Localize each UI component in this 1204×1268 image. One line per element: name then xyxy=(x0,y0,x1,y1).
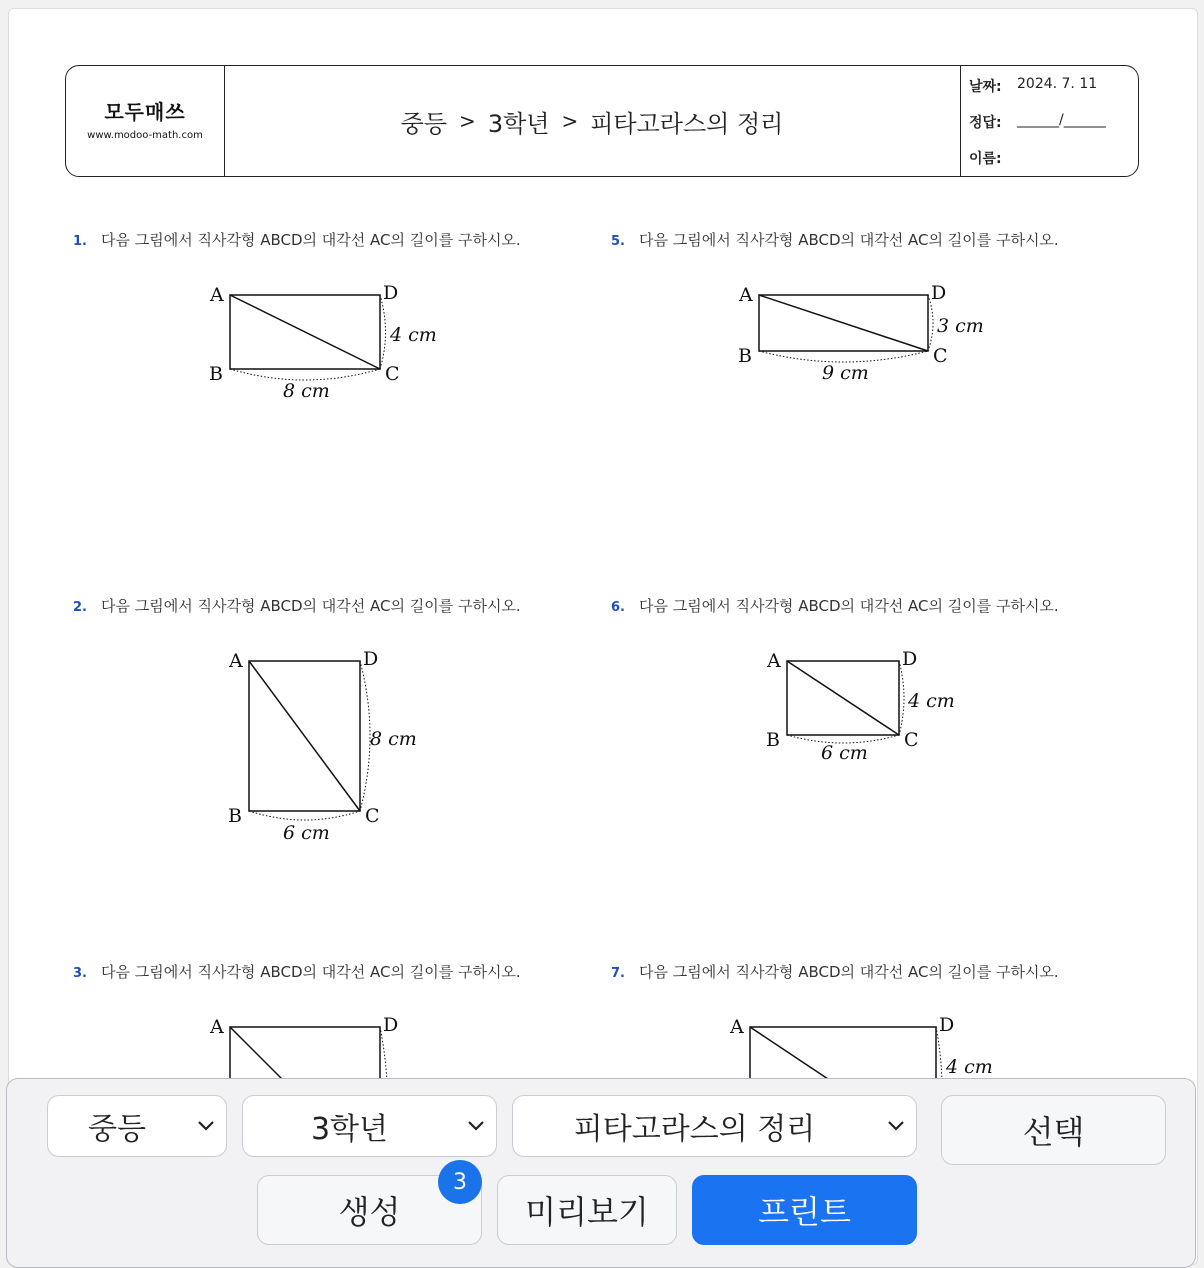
width-label: 6 cm xyxy=(821,742,868,764)
problem-1 xyxy=(73,229,593,589)
height-arc xyxy=(360,661,370,811)
vertex-c: C xyxy=(933,345,948,367)
worksheet-header xyxy=(65,65,1139,177)
rectangle-figure xyxy=(73,635,593,855)
question-line xyxy=(611,229,1059,250)
height-label: 4 cm xyxy=(946,1056,993,1078)
problem-6 xyxy=(611,595,1131,955)
diagonal-ac xyxy=(249,661,360,811)
diagonal-ac xyxy=(787,661,899,735)
breadcrumb-separator: > xyxy=(561,109,579,133)
question-line xyxy=(73,961,521,982)
breadcrumb-grade: 3학년 xyxy=(487,109,550,138)
question-line xyxy=(611,961,1059,982)
height-label: 4 cm xyxy=(390,324,437,346)
question-line xyxy=(73,229,521,250)
width-arc xyxy=(230,369,380,380)
problem-5 xyxy=(611,229,1131,589)
question-number: 7. xyxy=(611,966,625,981)
vertex-b: B xyxy=(738,345,752,367)
width-arc xyxy=(759,351,928,362)
vertex-b: B xyxy=(209,363,223,385)
vertex-d: D xyxy=(383,1014,399,1036)
preview-button[interactable]: 미리보기 xyxy=(497,1175,677,1245)
level-select[interactable] xyxy=(47,1095,227,1157)
worksheet-meta xyxy=(960,66,1139,176)
question-text: 다음 그림에서 직사각형 ABCD의 대각선 AC의 길이를 구하시오. xyxy=(100,231,521,249)
vertex-d: D xyxy=(383,282,399,304)
vertex-a: A xyxy=(210,1016,224,1038)
topic-select[interactable] xyxy=(512,1095,917,1157)
vertex-c: C xyxy=(904,729,919,751)
rectangle-figure xyxy=(611,269,1131,429)
grade-select[interactable] xyxy=(242,1095,497,1157)
question-text: 다음 그림에서 직사각형 ABCD의 대각선 AC의 길이를 구하시오. xyxy=(638,963,1059,981)
chevron-down-icon xyxy=(876,1120,916,1132)
vertex-a: A xyxy=(767,650,781,672)
vertex-b: B xyxy=(228,805,242,827)
width-label: 9 cm xyxy=(822,362,869,384)
answer-row xyxy=(969,112,1106,132)
width-label: 8 cm xyxy=(283,380,330,402)
question-text: 다음 그림에서 직사각형 ABCD의 대각선 AC의 길이를 구하시오. xyxy=(100,963,521,981)
question-number: 1. xyxy=(73,234,87,249)
logo-url: www.modoo-math.com xyxy=(87,130,203,141)
worksheet-controls xyxy=(6,1078,1196,1268)
breadcrumb xyxy=(224,66,960,176)
generate-button[interactable]: 생성 xyxy=(257,1175,482,1245)
generate-count-badge: 3 xyxy=(438,1160,482,1204)
question-number: 2. xyxy=(73,600,87,615)
question-number: 3. xyxy=(73,966,87,981)
height-label: 4 cm xyxy=(908,690,955,712)
width-label: 6 cm xyxy=(283,822,330,844)
question-number: 6. xyxy=(611,600,625,615)
vertex-a: A xyxy=(739,284,753,306)
height-label: 8 cm xyxy=(370,728,417,750)
vertex-d: D xyxy=(931,282,947,304)
date-label: 날짜: xyxy=(969,79,1002,95)
rectangle-figure xyxy=(611,635,1131,795)
vertex-a: A xyxy=(229,650,243,672)
topic-select-value: 피타고라스의 정리 xyxy=(573,1112,816,1147)
problem-2 xyxy=(73,595,593,955)
height-arc xyxy=(380,295,386,369)
chevron-down-icon xyxy=(456,1120,496,1132)
breadcrumb-separator: > xyxy=(459,109,476,133)
question-text: 다음 그림에서 직사각형 ABCD의 대각선 AC의 길이를 구하시오. xyxy=(638,231,1059,249)
vertex-d: D xyxy=(939,1014,955,1036)
vertex-d: D xyxy=(902,648,918,670)
vertex-b: B xyxy=(766,729,780,751)
question-text: 다음 그림에서 직사각형 ABCD의 대각선 AC의 길이를 구하시오. xyxy=(100,597,521,615)
print-button[interactable]: 프린트 xyxy=(692,1175,917,1245)
question-line xyxy=(73,595,521,616)
question-text: 다음 그림에서 직사각형 ABCD의 대각선 AC의 길이를 구하시오. xyxy=(638,597,1059,615)
vertex-c: C xyxy=(365,805,380,827)
vertex-a: A xyxy=(730,1016,744,1038)
vertex-d: D xyxy=(363,648,379,670)
breadcrumb-topic: 피타고라스의 정리 xyxy=(590,109,784,138)
diagonal-ac xyxy=(230,295,380,369)
question-line xyxy=(611,595,1059,616)
worksheet-page xyxy=(8,8,1198,1265)
height-label: 3 cm xyxy=(937,315,984,337)
logo xyxy=(66,66,225,176)
breadcrumb-level: 중등 xyxy=(400,109,448,138)
rectangle-figure xyxy=(73,269,593,429)
name-row xyxy=(969,148,1017,168)
answer-label: 정답: xyxy=(969,115,1002,131)
date-row xyxy=(969,76,1097,96)
question-number: 5. xyxy=(611,234,625,249)
level-select-value: 중등 xyxy=(88,1112,146,1147)
width-arc xyxy=(249,811,360,820)
grade-select-value: 3학년 xyxy=(310,1112,389,1147)
vertex-c: C xyxy=(385,363,400,385)
diagonal-ac xyxy=(759,295,928,351)
answer-blank: ______/______ xyxy=(1017,112,1106,128)
chevron-down-icon xyxy=(186,1120,226,1132)
logo-title: 모두매쓰 xyxy=(104,100,186,124)
select-button[interactable]: 선택 xyxy=(941,1095,1166,1165)
date-value: 2024. 7. 11 xyxy=(1017,76,1098,92)
name-label: 이름: xyxy=(969,151,1002,167)
vertex-a: A xyxy=(210,284,224,306)
